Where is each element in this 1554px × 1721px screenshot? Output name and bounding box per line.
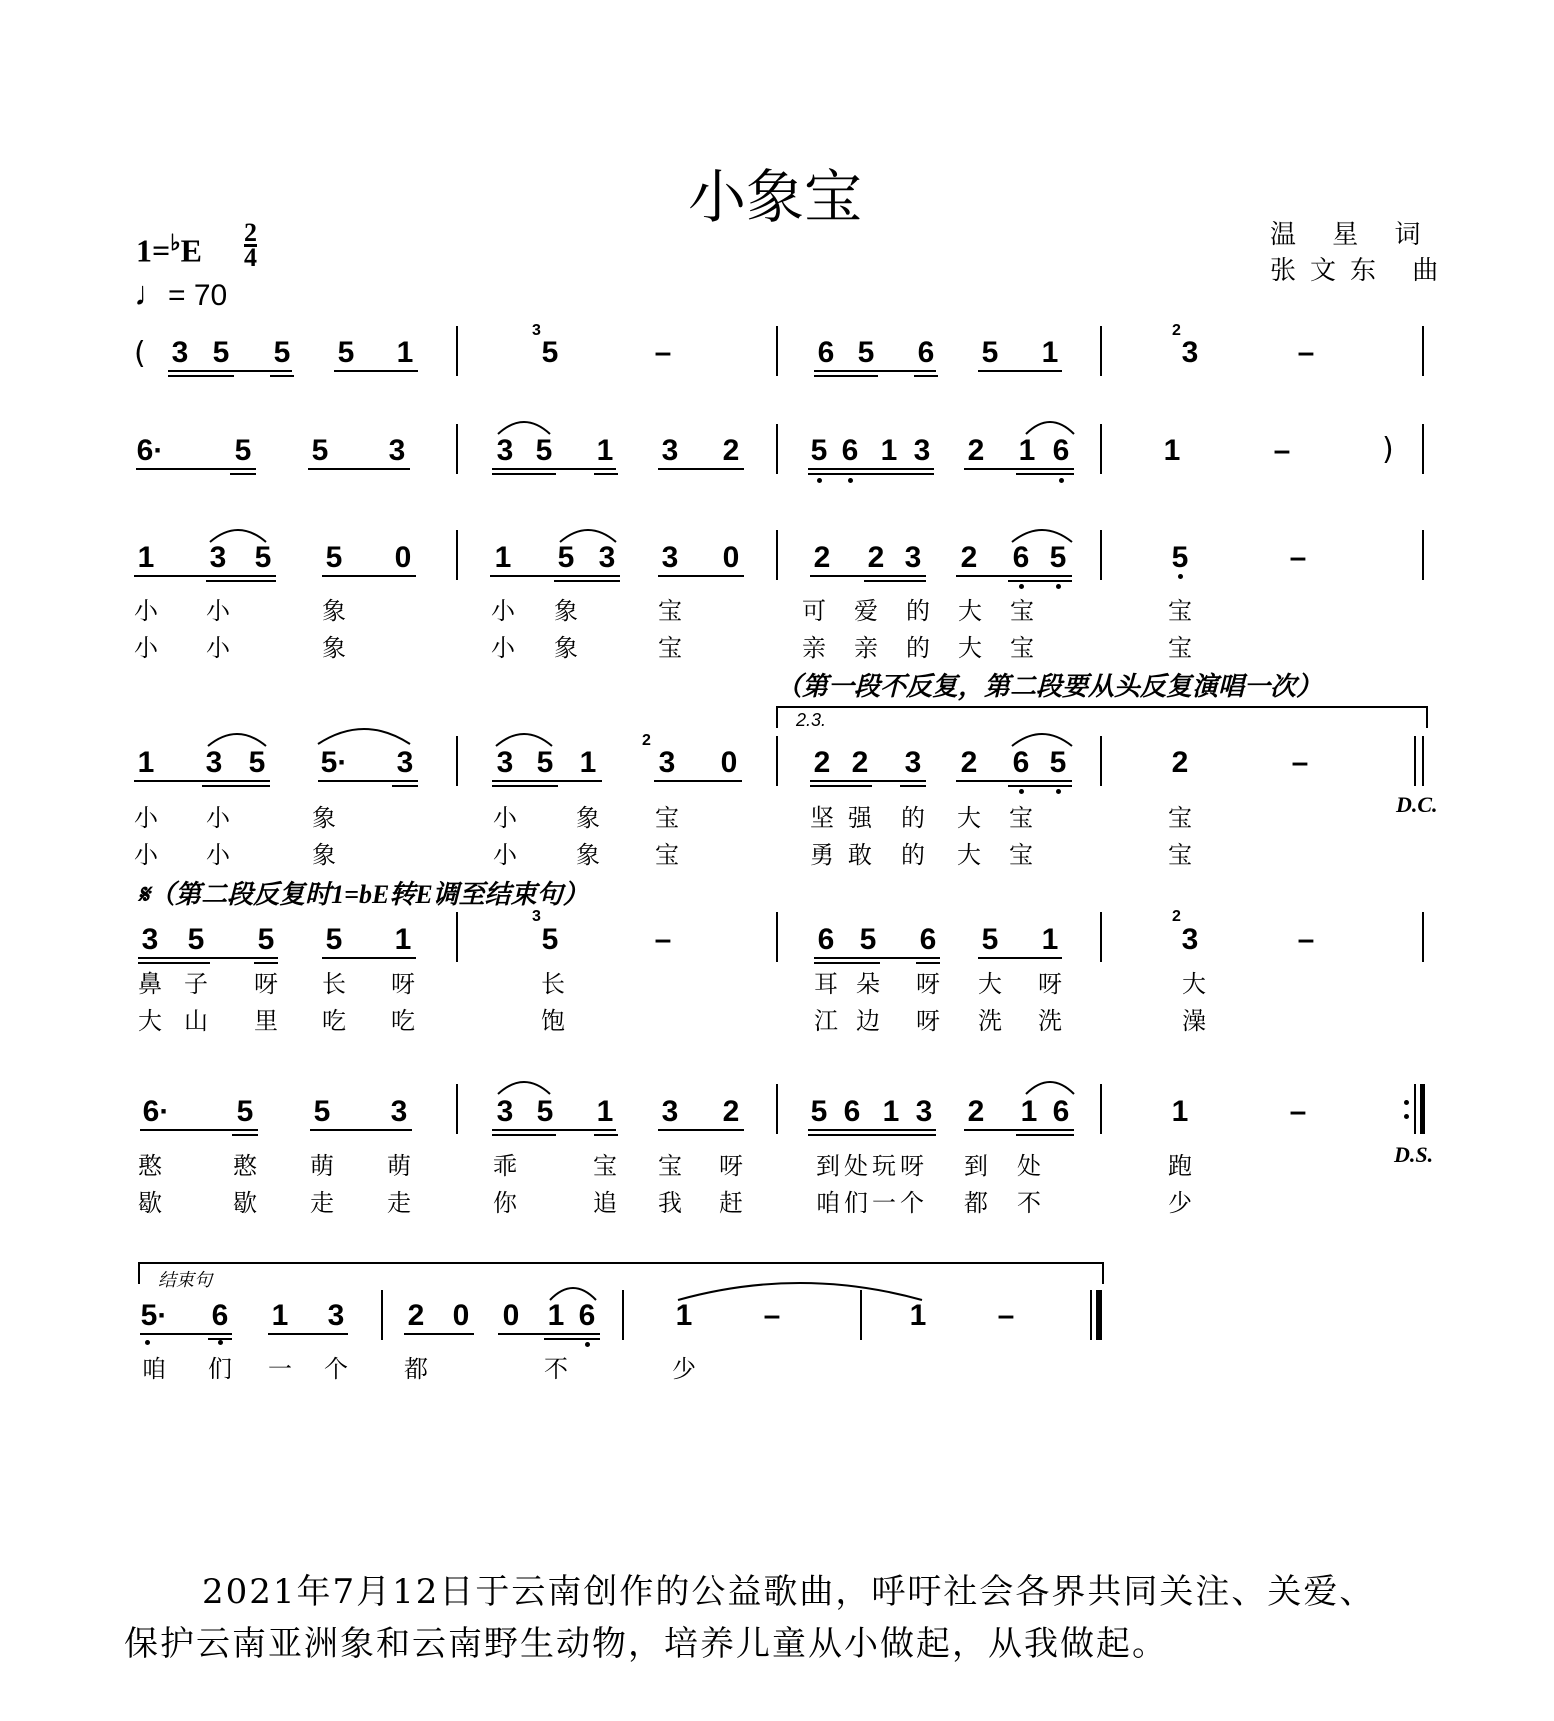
note: 3 — [396, 746, 414, 779]
key-prefix: 1= — [136, 232, 171, 269]
note: 1 — [137, 541, 155, 574]
lyric: 大 — [957, 841, 981, 869]
lyric: 萌 — [310, 1152, 334, 1180]
note: 5 — [1049, 746, 1067, 779]
lyric: 萌 — [387, 1152, 411, 1180]
tempo-value: = 70 — [168, 279, 228, 312]
lyric: 个 — [324, 1355, 348, 1383]
lyric: 一 — [268, 1355, 292, 1383]
lyric: 小 — [134, 841, 158, 869]
lyricist-credit: 温 星 词 — [1270, 220, 1435, 250]
note: 5 — [541, 923, 559, 956]
note: 1 — [494, 541, 512, 574]
lyric: 宝 — [1168, 634, 1192, 662]
note: 3 — [915, 1095, 933, 1128]
note: 5 — [541, 336, 559, 369]
lyric: 象 — [312, 804, 336, 832]
lyric: 象 — [322, 597, 346, 625]
lyric: 澡 — [1182, 1007, 1206, 1035]
lyric: 咱们一个 — [816, 1189, 928, 1217]
tempo-marking — [134, 275, 227, 314]
note: 2 — [851, 746, 869, 779]
lyric: 象 — [554, 597, 578, 625]
slur — [1024, 1076, 1076, 1096]
dash: – — [1297, 923, 1315, 956]
note: 0 — [394, 541, 412, 574]
lyric: 象 — [312, 841, 336, 869]
close-paren: ) — [1382, 432, 1394, 467]
lyric: 坚 — [810, 804, 834, 832]
lyric: 强 — [848, 804, 872, 832]
note: 3 — [496, 434, 514, 467]
slur — [494, 728, 554, 748]
lyric: 子 — [184, 970, 208, 998]
note: 6 — [1012, 541, 1030, 574]
note: 5 — [1171, 541, 1189, 574]
note: 1 — [394, 923, 412, 956]
note: 2 — [1171, 746, 1189, 779]
note: 2 — [813, 541, 831, 574]
lyric: 大 — [957, 804, 981, 832]
ds-marking: D.S. — [1394, 1142, 1434, 1167]
lyric: 宝 — [655, 804, 679, 832]
slur — [496, 1076, 552, 1096]
lyric: 赶 — [719, 1189, 743, 1217]
lyric: 大 — [138, 1007, 162, 1035]
lyric: 宝 — [1168, 804, 1192, 832]
note: 6 — [841, 434, 859, 467]
lyric: 吃 — [391, 1007, 415, 1035]
lyric: 呀 — [719, 1152, 743, 1180]
note: 5 — [981, 336, 999, 369]
note: 3 — [327, 1299, 345, 1332]
note: 6 — [817, 923, 835, 956]
lyric: 乖 — [493, 1152, 517, 1180]
note: 5· — [140, 1299, 168, 1332]
lyric: 小 — [491, 597, 515, 625]
note: 6 — [917, 336, 935, 369]
note: 1 — [137, 746, 155, 779]
lyric: 敢 — [848, 841, 872, 869]
lyric: 洗 — [1038, 1007, 1062, 1035]
note: 6 — [578, 1299, 596, 1332]
lyric: 小 — [491, 634, 515, 662]
lyric: 宝 — [1168, 597, 1192, 625]
note: 0 — [722, 541, 740, 574]
note: 5 — [325, 541, 343, 574]
lyric: 宝 — [658, 634, 682, 662]
segno-instruction: 𝄋（第二段反复时1=bE转E调至结束句） — [138, 880, 589, 909]
lyric: 憨 — [138, 1152, 162, 1180]
note: 2 — [407, 1299, 425, 1332]
note: 5 — [311, 434, 329, 467]
lyric: 边 — [856, 1007, 880, 1035]
note: 3 — [388, 434, 406, 467]
key-letter: E — [180, 232, 202, 269]
note: 5 — [337, 336, 355, 369]
coda-label: 结束句 — [158, 1270, 212, 1290]
note: 5 — [212, 336, 230, 369]
composer-credit: 张文东 曲 — [1270, 256, 1453, 286]
lyric: 宝 — [655, 841, 679, 869]
dash: – — [654, 336, 672, 369]
note: 6 — [817, 336, 835, 369]
note: 1 — [880, 434, 898, 467]
note: 5 — [248, 746, 266, 779]
lyric: 歇 — [233, 1189, 257, 1217]
lyric: 小 — [206, 841, 230, 869]
note: 0 — [502, 1299, 520, 1332]
note: 1 — [596, 1095, 614, 1128]
note: 2 — [960, 746, 978, 779]
note: 6 — [1012, 746, 1030, 779]
dash: – — [1297, 336, 1315, 369]
note: 5 — [325, 923, 343, 956]
lyric: 到 — [964, 1152, 988, 1180]
lyric: 不 — [544, 1355, 568, 1383]
note: 1 — [1020, 1095, 1038, 1128]
note: 5· — [320, 746, 348, 779]
lyric: 勇 — [810, 841, 834, 869]
dash: – — [1273, 434, 1291, 467]
lyric: 饱 — [541, 1007, 565, 1035]
note: 2 — [813, 746, 831, 779]
grace-note: 3 — [532, 908, 541, 925]
note: 1 — [396, 336, 414, 369]
lyric: 呀 — [916, 1007, 940, 1035]
note: 5 — [536, 746, 554, 779]
note: 1 — [1163, 434, 1181, 467]
time-bottom: 4 — [244, 243, 257, 272]
lyric: 歇 — [138, 1189, 162, 1217]
lyric: 宝 — [658, 597, 682, 625]
note: 5 — [859, 923, 877, 956]
lyric: 小 — [493, 804, 517, 832]
lyric: 小 — [134, 634, 158, 662]
lyric: 处 — [1017, 1152, 1041, 1180]
lyric: 的 — [901, 804, 925, 832]
note: 2 — [967, 434, 985, 467]
note: 3 — [496, 1095, 514, 1128]
note: 3 — [904, 746, 922, 779]
note: 1 — [882, 1095, 900, 1128]
lyric: 憨 — [233, 1152, 257, 1180]
slur — [316, 722, 412, 746]
lyric: 耳 — [814, 970, 838, 998]
note: 3 — [209, 541, 227, 574]
lyric: 长 — [322, 970, 346, 998]
note: 3 — [661, 541, 679, 574]
note: 6· — [142, 1095, 170, 1128]
lyric: 大 — [1182, 970, 1206, 998]
note: 1 — [675, 1299, 693, 1332]
lyric: 呀 — [1038, 970, 1062, 998]
lyric: 到处玩呀 — [816, 1152, 928, 1180]
note: 3 — [496, 746, 514, 779]
lyric: 长 — [541, 970, 565, 998]
flat-sign: ♭ — [170, 230, 181, 255]
lyric: 追 — [593, 1189, 617, 1217]
grace-note: 2 — [642, 732, 651, 749]
note: 5 — [273, 336, 291, 369]
lyric: 少 — [1168, 1189, 1192, 1217]
coda-bracket — [138, 1262, 1104, 1284]
lyric: 呀 — [916, 970, 940, 998]
grace-note: 2 — [1172, 908, 1181, 925]
note: 2 — [722, 1095, 740, 1128]
lyric: 山 — [184, 1007, 208, 1035]
note: 3 — [205, 746, 223, 779]
lyric: 洗 — [978, 1007, 1002, 1035]
lyric: 象 — [554, 634, 578, 662]
note: 5 — [857, 336, 875, 369]
note: 1 — [596, 434, 614, 467]
lyric: 少 — [672, 1355, 696, 1383]
lyric: 宝 — [658, 1152, 682, 1180]
lyric: 可爱的大宝 — [802, 597, 1062, 625]
grace-note: 2 — [1172, 322, 1181, 339]
lyric: 象 — [322, 634, 346, 662]
lyric: 象 — [576, 804, 600, 832]
note: 5 — [254, 541, 272, 574]
note: 2 — [722, 434, 740, 467]
note: 1 — [547, 1299, 565, 1332]
note: 6 — [1052, 434, 1070, 467]
note: 5 — [187, 923, 205, 956]
note: 5 — [236, 1095, 254, 1128]
lyric: 宝 — [1168, 841, 1192, 869]
lyric: 宝 — [593, 1152, 617, 1180]
volta-bracket — [776, 706, 1428, 728]
lyric: 宝 — [1009, 804, 1033, 832]
lyric: 不 — [1017, 1189, 1041, 1217]
note: 6· — [136, 434, 164, 467]
note: 0 — [720, 746, 738, 779]
note: 6 — [211, 1299, 229, 1332]
lyric: 都 — [404, 1355, 428, 1383]
note: 5 — [313, 1095, 331, 1128]
note: 3 — [658, 746, 676, 779]
note: 0 — [452, 1299, 470, 1332]
lyric: 走 — [387, 1189, 411, 1217]
note: 5 — [810, 434, 828, 467]
note: 5 — [810, 1095, 828, 1128]
lyric: 呀 — [391, 970, 415, 998]
note: 5 — [557, 541, 575, 574]
slur — [1010, 728, 1074, 748]
song-description: 2021年7月12日于云南创作的公益歌曲，呼吁社会各界共同关注、关爱、保护云南亚洲象和云南野生动物，培养儿童从小做起，从我做起。 — [124, 1572, 1376, 1664]
dash: – — [1289, 541, 1307, 574]
note: 2 — [867, 541, 885, 574]
lyric: 呀 — [254, 970, 278, 998]
note: 3 — [661, 1095, 679, 1128]
lyric: 小 — [206, 597, 230, 625]
slur — [496, 416, 552, 436]
dash: – — [997, 1299, 1015, 1332]
note: 1 — [271, 1299, 289, 1332]
note: 3 — [661, 434, 679, 467]
dash: – — [1289, 1095, 1307, 1128]
note: 5 — [1049, 541, 1067, 574]
lyric: 鼻 — [138, 970, 162, 998]
quarter-note-icon: ♩ — [134, 275, 168, 313]
note: 1 — [1041, 923, 1059, 956]
slur — [1024, 416, 1076, 436]
lyric: 象 — [576, 841, 600, 869]
note: 3 — [913, 434, 931, 467]
lyric: 我 — [658, 1189, 682, 1217]
lyric: 大 — [978, 970, 1002, 998]
note: 5 — [257, 923, 275, 956]
lyric: 小 — [493, 841, 517, 869]
note: 3 — [904, 541, 922, 574]
grace-note: 3 — [532, 322, 541, 339]
lyric: 朵 — [856, 970, 880, 998]
key-signature — [136, 230, 202, 270]
note: 1 — [1041, 336, 1059, 369]
lyric: 小 — [134, 597, 158, 625]
note: 6 — [919, 923, 937, 956]
note: 1 — [1171, 1095, 1189, 1128]
slur — [206, 728, 268, 748]
lyric: 跑 — [1168, 1152, 1192, 1180]
lyric: 们 — [208, 1355, 232, 1383]
note: 3 — [1181, 336, 1199, 369]
lyric: 江 — [814, 1007, 838, 1035]
time-signature — [244, 218, 257, 272]
lyric: 走 — [310, 1189, 334, 1217]
note: 5 — [536, 1095, 554, 1128]
song-title: 小象宝 — [688, 163, 863, 231]
note: 3 — [1181, 923, 1199, 956]
dash: – — [1291, 746, 1309, 779]
repeat-instruction: （第一段不反复，第二段要从头反复演唱一次） — [776, 672, 1323, 701]
note: 3 — [171, 336, 189, 369]
note: 5 — [981, 923, 999, 956]
lyric: 宝 — [1009, 841, 1033, 869]
lyric: 小 — [206, 634, 230, 662]
note: 1 — [579, 746, 597, 779]
dash: – — [654, 923, 672, 956]
lyric: 吃 — [322, 1007, 346, 1035]
slur — [676, 1276, 924, 1302]
note: 6 — [843, 1095, 861, 1128]
time-top: 2 — [244, 218, 257, 247]
dc-marking: D.C. — [1396, 792, 1438, 817]
note: 3 — [598, 541, 616, 574]
lyric: 小 — [206, 804, 230, 832]
note: 3 — [390, 1095, 408, 1128]
lyric: 里 — [254, 1007, 278, 1035]
dash: – — [763, 1299, 781, 1332]
note: 2 — [967, 1095, 985, 1128]
volta-label: 2.3. — [796, 710, 827, 730]
note: 5 — [234, 434, 252, 467]
lyric: 亲亲的大宝 — [802, 634, 1062, 662]
lyric: 小 — [134, 804, 158, 832]
lyric: 的 — [901, 841, 925, 869]
note: 5 — [535, 434, 553, 467]
note: 6 — [1052, 1095, 1070, 1128]
note: 3 — [141, 923, 159, 956]
note: 1 — [1018, 434, 1036, 467]
lyric: 你 — [493, 1189, 517, 1217]
note: 2 — [960, 541, 978, 574]
open-paren: ( — [134, 336, 146, 371]
note: 1 — [909, 1299, 927, 1332]
lyric: 都 — [964, 1189, 988, 1217]
lyric: 咱 — [142, 1355, 166, 1383]
